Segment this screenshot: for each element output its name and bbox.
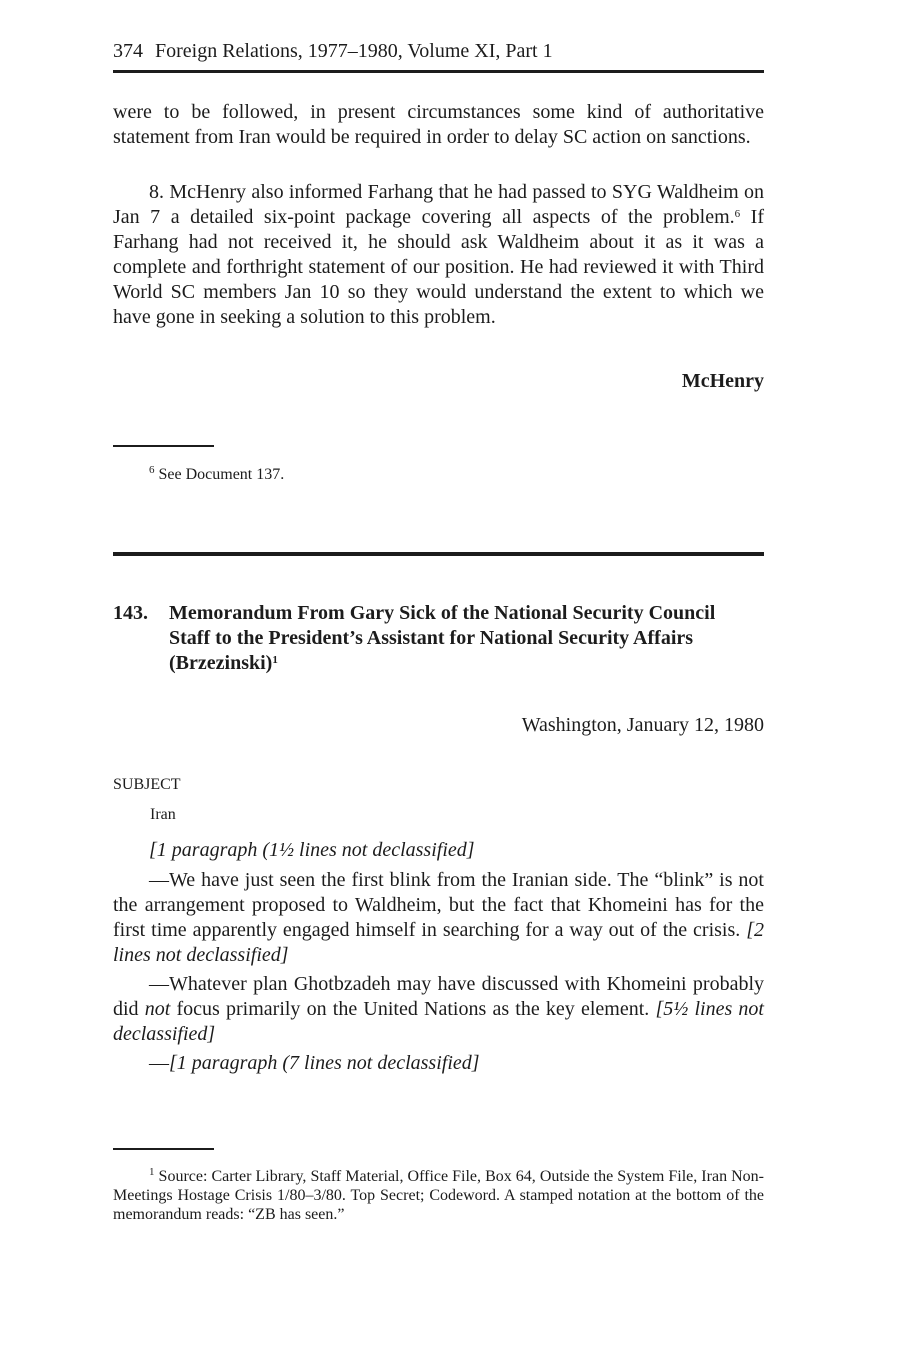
document-title: Memorandum From Gary Sick of the National Security Council Staff to the President’s Assistant for National Security Affairs (Brzezinski) [169, 602, 716, 674]
running-header [113, 40, 764, 62]
subject-value: Iran [150, 806, 176, 823]
running-title: Foreign Relations, 1977–1980, Volume XI, Part 1 [155, 40, 553, 62]
footnote-marker: 6 [149, 464, 155, 476]
paragraph-text: 8. McHenry also informed Farhang that he had passed to SYG Waldheim on Jan 7 a detailed six-point package covering all aspects of the problem. [113, 181, 764, 228]
memo-paragraph-1 [113, 838, 764, 863]
dash: — [149, 1052, 169, 1074]
footnote-1 [113, 1167, 764, 1224]
footnote-6 [113, 465, 764, 484]
redaction-note: [2 lines not declassified] [113, 919, 764, 966]
footnote-ref-1: 1 [272, 654, 278, 666]
dateline: Washington, January 12, 1980 [521, 714, 764, 736]
document-number: 143. [113, 602, 148, 624]
redaction-note: [1 paragraph (1½ lines not declassified] [149, 839, 475, 861]
footnote-text: See Document 137. [154, 466, 285, 483]
section-rule [113, 552, 764, 556]
emphasis: not [144, 998, 171, 1020]
footnote-ref-6: 6 [734, 208, 741, 220]
paragraph-text: —Whatever plan Ghotbzadeh may have discussed with Khomeini probably did [113, 973, 764, 1020]
redaction-note: [1 paragraph (7 lines not declassified] [169, 1052, 480, 1074]
footnote-rule [113, 1148, 214, 1150]
paragraph-8 [113, 180, 764, 330]
footnote-rule [113, 445, 214, 447]
paragraph-text: If Farhang had not received it, he should ask Waldheim about it as it was a complete and forthright statement of our position. He had reviewed it with Third World SC members Jan 10 so they would understand the extent to which we have gone in seeking a solution to this problem. [113, 206, 764, 328]
memo-paragraph-3 [113, 972, 764, 1047]
redaction-note: [5½ lines not declassified] [113, 998, 764, 1045]
document-heading [113, 601, 764, 676]
paragraph-text: were to be followed, in present circumstances some kind of authoritative statement from Iran would be required in order to delay SC action on sanctions. [113, 101, 764, 148]
header-rule [113, 70, 764, 73]
paragraph-text: —We have just seen the first blink from the Iranian side. The “blink” is not the arrangement proposed to Waldheim, but the fact that Khomeini has for the first time apparently engaged himself in searching for a way out of the crisis. [113, 869, 764, 941]
footnote-marker: 1 [149, 1166, 155, 1178]
memo-paragraph-4 [113, 1051, 764, 1076]
memo-paragraph-2 [113, 868, 764, 968]
signature: McHenry [681, 370, 764, 392]
paragraph-text: focus primarily on the United Nations as the key element. [170, 998, 656, 1020]
subject-label: SUBJECT [113, 776, 181, 793]
page-number: 374 [113, 40, 143, 62]
footnote-text: Source: Carter Library, Staff Material, Office File, Box 64, Outside the System File, Iran Non-Meetings Hostage Crisis 1/80–3/80. Top Secret; Codeword. A stamped notation at the bottom of the memorandum reads: “ZB has seen.” [113, 1168, 764, 1223]
paragraph-continuation [113, 100, 764, 150]
